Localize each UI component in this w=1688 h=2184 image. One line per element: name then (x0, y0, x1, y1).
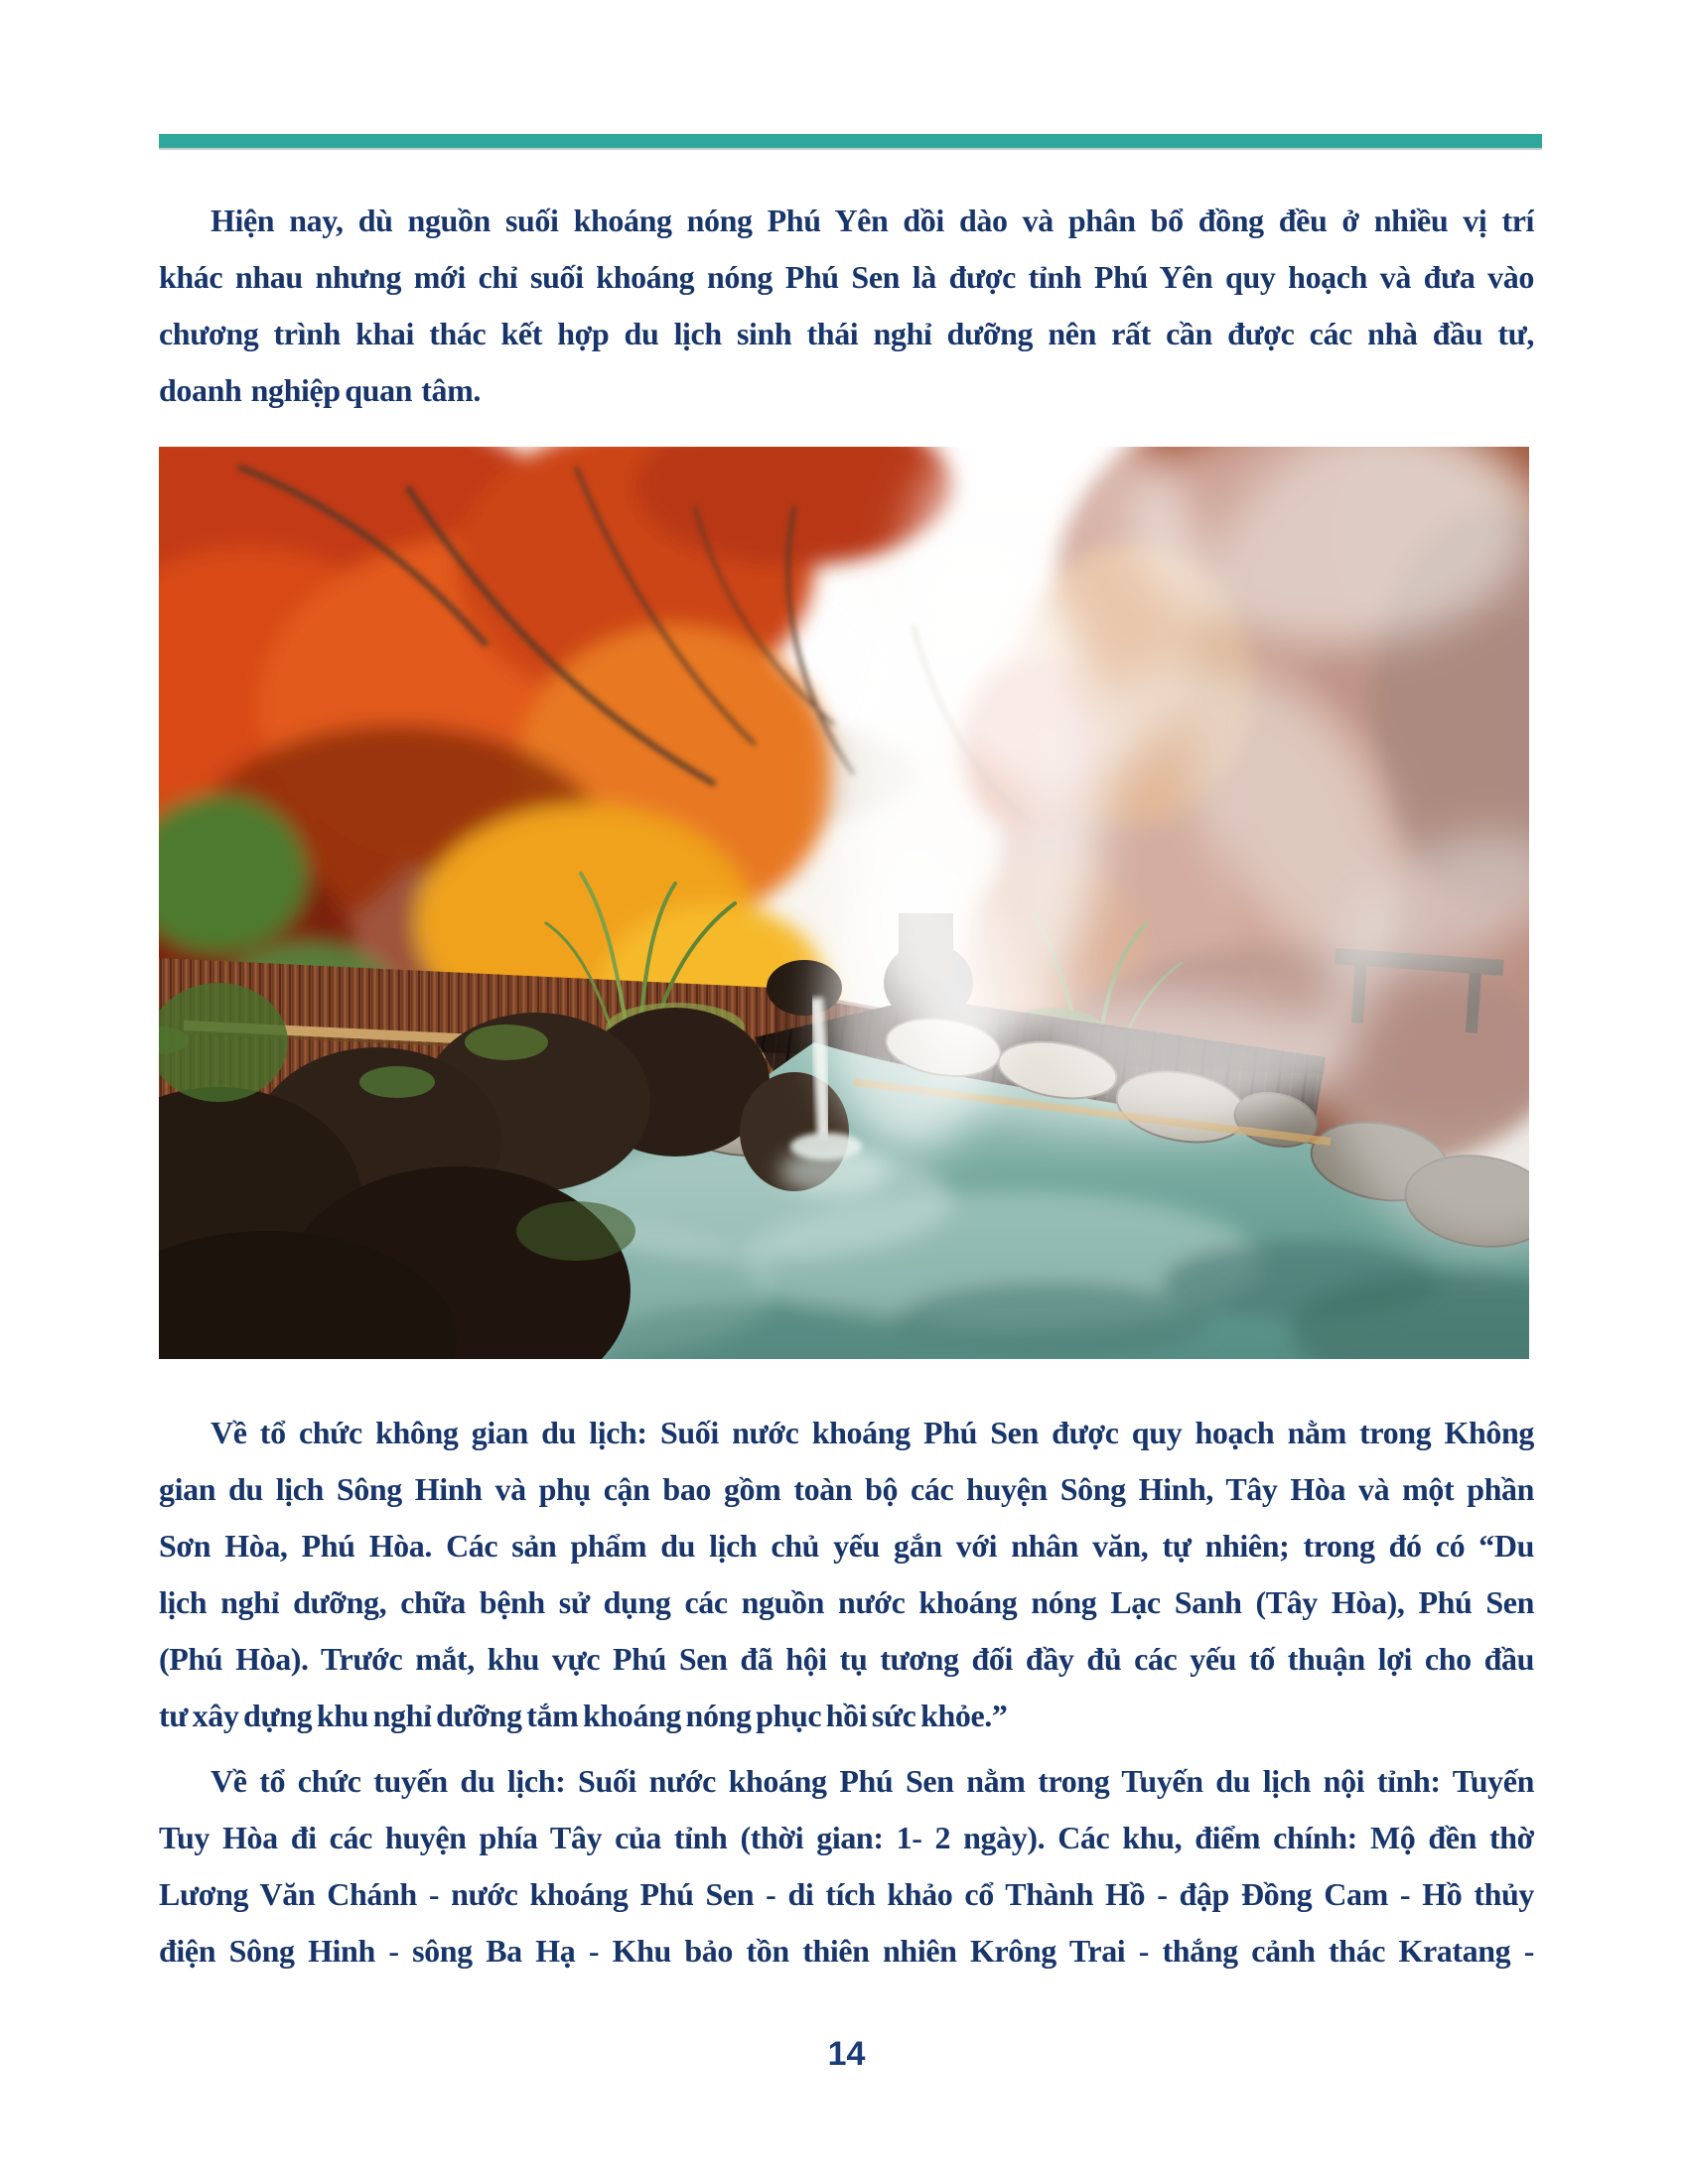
text-line: (Phú Hòa). Trước mắt, khu vực Phú Sen đã hội tụ tương đối đầy đủ các yếu tố thuận lợi cho đầu (159, 1641, 1534, 1677)
hot-spring-photo (159, 447, 1529, 1359)
text-line: doanh nghiệp quan tâm. (159, 372, 481, 408)
text-line: Về tổ chức không gian du lịch: Suối nước khoáng Phú Sen được quy hoạch nằm trong Không (211, 1415, 1534, 1450)
text-line: Về tổ chức tuyến du lịch: Suối nước khoáng Phú Sen nằm trong Tuyến du lịch nội tỉnh: Tuyến (211, 1763, 1534, 1799)
header-accent-bar (159, 134, 1542, 148)
text-line: chương trình khai thác kết hợp du lịch sinh thái nghỉ dưỡng nên rất cần được các nhà đầu tư, (159, 316, 1534, 351)
paragraph-block-2 (159, 1405, 1534, 1744)
steam (824, 447, 1529, 1251)
text-line: lịch nghỉ dưỡng, chữa bệnh sử dụng các nguồn nước khoáng nóng Lạc Sanh (Tây Hòa), Phú Sen (159, 1584, 1534, 1620)
text-line: Sơn Hòa, Phú Hòa. Các sản phẩm du lịch chủ yếu gắn với nhân văn, tự nhiên; trong đó có “Du (159, 1528, 1534, 1564)
text-line: Tuy Hòa đi các huyện phía Tây của tỉnh (thời gian: 1- 2 ngày). Các khu, điểm chính: Mộ đền thờ (159, 1820, 1534, 1855)
text-line: Lương Văn Chánh - nước khoáng Phú Sen - di tích khảo cổ Thành Hồ - đập Đồng Cam - Hồ thủy (159, 1876, 1534, 1912)
text-line: khác nhau nhưng mới chỉ suối khoáng nóng Phú Sen là được tỉnh Phú Yên quy hoạch và đưa vào (159, 259, 1534, 295)
paragraph-block-1 (159, 193, 1534, 419)
text-line: tư xây dựng khu nghỉ dưỡng tắm khoáng nóng phục hồi sức khỏe.” (159, 1698, 1008, 1733)
text-line: điện Sông Hinh - sông Ba Hạ - Khu bảo tồn thiên nhiên Krông Trai - thắng cảnh thác Kratang - (159, 1933, 1534, 1969)
text-line: gian du lịch Sông Hinh và phụ cận bao gồm toàn bộ các huyện Sông Hinh, Tây Hòa và một phần (159, 1471, 1534, 1507)
hot-spring-photo-illustration (159, 447, 1529, 1359)
paragraph-block-3 (159, 1753, 1534, 1979)
page-number: 14 (827, 2035, 866, 2073)
text-line: Hiện nay, dù nguồn suối khoáng nóng Phú Yên dồi dào và phân bổ đồng đều ở nhiều vị trí (211, 203, 1534, 238)
